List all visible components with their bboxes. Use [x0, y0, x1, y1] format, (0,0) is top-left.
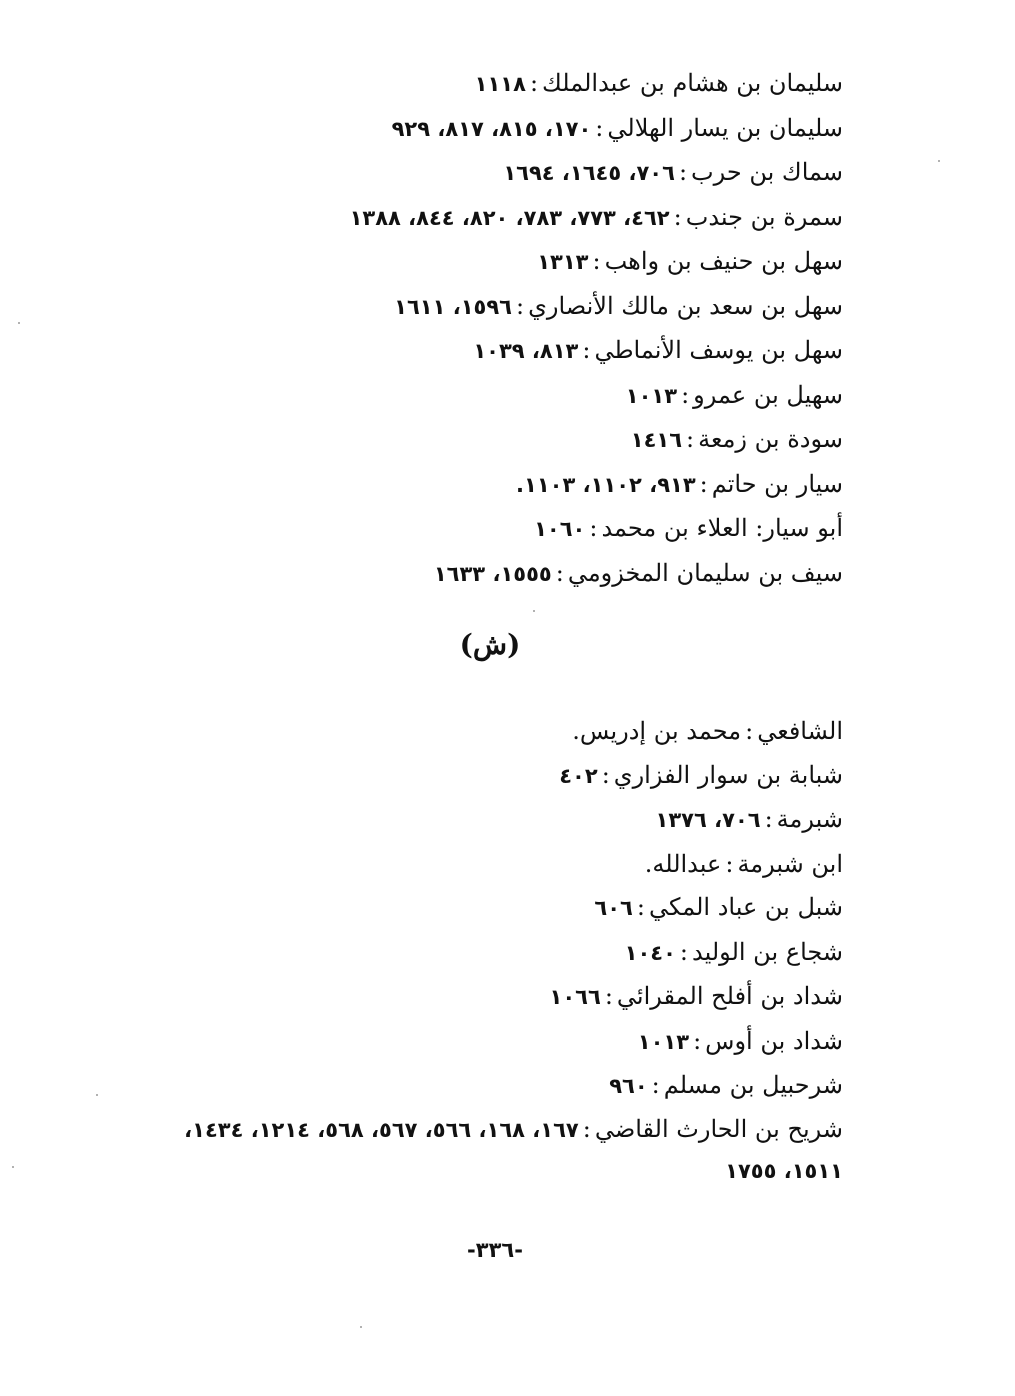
- index-entry: سمرة بن جندب:٤٦٢، ٧٧٣، ٧٨٣، ٨٢٠، ٨٤٤، ١٣٨٨: [349, 202, 843, 231]
- section-heading: (ش): [459, 628, 521, 661]
- index-entry: ابن شبرمة:عبدالله.: [644, 849, 843, 878]
- scan-speck: [18, 322, 20, 324]
- scan-speck: [96, 1094, 98, 1096]
- index-entry: سهل بن سعد بن مالك الأنصاري:١٥٩٦، ١٦١١: [394, 291, 843, 320]
- entry-name: شبابة بن سوار الفزاري: [613, 760, 843, 789]
- index-entry: سماك بن حرب:٧٠٦، ١٦٤٥، ١٦٩٤: [503, 158, 843, 186]
- entry-pages: ١٤١٦: [630, 428, 683, 452]
- index-entry: شداد بن أوس:١٠١٣: [637, 1026, 843, 1055]
- entry-name: سهيل بن عمرو: [693, 380, 843, 409]
- index-entry: سهل بن حنيف بن واهب:١٣١٣: [537, 247, 843, 275]
- entry-pages: ٤٦٢، ٧٧٣، ٧٨٣، ٨٢٠، ٨٤٤، ١٣٨٨: [349, 205, 670, 230]
- entry-name: شريح بن الحارث القاضي: [594, 1114, 843, 1143]
- scan-speck: [12, 1166, 14, 1168]
- index-entry: شبل بن عباد المكي:٦٠٦: [594, 893, 843, 921]
- index-entry: الشافعي:محمد بن إدريس.: [572, 717, 843, 745]
- index-entry: شجاع بن الوليد:١٠٤٠: [624, 937, 843, 966]
- entry-name: أبو سيار: العلاء بن محمد: [601, 514, 843, 542]
- entry-name: شجاع بن الوليد: [692, 937, 843, 966]
- entry-cross-reference: محمد بن إدريس.: [572, 717, 742, 745]
- index-list-seen: [350, 62, 843, 596]
- entry-pages: ١٣١٣: [537, 250, 589, 274]
- scan-speck: [938, 160, 940, 162]
- index-entry: سهيل بن عمرو:١٠١٣: [625, 380, 843, 409]
- entry-pages: ٧٠٦، ١٦٤٥، ١٦٩٤: [503, 161, 675, 185]
- entry-name: شبرمة: [776, 805, 843, 833]
- entry-name: سمرة بن جندب: [685, 202, 843, 231]
- entry-name: سيف بن سليمان المخزومي: [567, 558, 843, 587]
- entry-name: سهل بن يوسف الأنماطي: [594, 336, 843, 364]
- entry-pages: ٨١٣، ١٠٣٩: [473, 339, 579, 363]
- entry-pages: ١٠٤٠: [624, 940, 676, 965]
- entry-pages: ٩٦٠: [609, 1074, 648, 1098]
- index-entry: سيار بن حاتم:٩١٣، ١١٠٢، ١١٠٣.: [516, 469, 843, 498]
- index-entry: سيف بن سليمان المخزومي:١٥٥٥، ١٦٣٣: [433, 558, 843, 587]
- page-number: -٣٣٦-: [467, 1238, 523, 1262]
- entry-name: شرحبيل بن مسلم: [663, 1071, 843, 1099]
- entry-name: شداد بن أفلح المقرائي: [616, 982, 843, 1010]
- index-entry: شريح بن الحارث القاضي:١٦٧، ١٦٨، ٥٦٦، ٥٦٧، ٥٦٨، ١٢١٤، ١٤٣٤، ١٥١١، ١٧٥٥: [184, 1114, 843, 1183]
- entry-name: شداد بن أوس: [705, 1026, 843, 1055]
- index-entry: سهل بن يوسف الأنماطي:٨١٣، ١٠٣٩: [473, 336, 843, 364]
- index-entry: شبابة بن سوار الفزاري:٤٠٢: [559, 760, 843, 789]
- entry-name: سليمان بن يسار الهلالي: [607, 113, 843, 142]
- entry-name: ابن شبرمة: [737, 849, 843, 878]
- entry-pages: ١٧٠، ٨١٥، ٨١٧، ٩٢٩: [391, 116, 592, 141]
- entry-name: سهل بن سعد بن مالك الأنصاري: [528, 291, 843, 320]
- entry-name: سهل بن حنيف بن واهب: [604, 247, 843, 275]
- entry-name: الشافعي: [757, 717, 843, 745]
- entry-pages: ٦٠٦: [594, 896, 633, 920]
- index-entry: سليمان بن يسار الهلالي:١٧٠، ٨١٥، ٨١٧، ٩٢٩: [391, 113, 843, 142]
- entry-name: شبل بن عباد المكي: [648, 893, 843, 921]
- index-list-sheen: [153, 710, 843, 1191]
- entry-name: سماك بن حرب: [691, 158, 843, 186]
- entry-pages: ١٥٥٥، ١٦٣٣: [433, 561, 552, 586]
- entry-pages: ١٠٦٦: [549, 985, 601, 1009]
- scan-speck: [360, 1326, 362, 1328]
- index-entry: سليمان بن هشام بن عبدالملك:١١١٨: [474, 69, 843, 97]
- entry-name: سيار بن حاتم: [711, 469, 843, 498]
- entry-pages: ١٠٦٠: [534, 517, 586, 541]
- index-entry: شبرمة:٧٠٦، ١٣٧٦: [655, 805, 843, 833]
- entry-name: سليمان بن هشام بن عبدالملك: [542, 69, 843, 97]
- entry-pages: ١٠١٣: [637, 1029, 690, 1054]
- index-entry: أبو سيار: العلاء بن محمد:١٠٦٠: [534, 514, 843, 542]
- entry-name: سودة بن زمعة: [698, 425, 843, 453]
- entry-pages: ١١١٨: [474, 72, 526, 96]
- entry-pages: ١٥٩٦، ١٦١١: [394, 294, 512, 319]
- index-entry: شرحبيل بن مسلم:٩٦٠: [609, 1071, 843, 1099]
- entry-pages: ١٦٧، ١٦٨، ٥٦٦، ٥٦٧، ٥٦٨، ١٢١٤، ١٤٣٤، ١٥١١، ١٧٥٥: [184, 1117, 843, 1183]
- index-entry: سودة بن زمعة:١٤١٦: [630, 425, 843, 453]
- entry-pages: ٤٠٢: [559, 763, 598, 788]
- scan-speck: [533, 610, 535, 612]
- index-entry: شداد بن أفلح المقرائي:١٠٦٦: [549, 982, 843, 1010]
- entry-cross-reference: عبدالله.: [644, 849, 722, 878]
- entry-pages: ٩١٣، ١١٠٢، ١١٠٣.: [516, 472, 696, 497]
- entry-pages: ١٠١٣: [625, 383, 678, 408]
- entry-pages: ٧٠٦، ١٣٧٦: [655, 808, 761, 832]
